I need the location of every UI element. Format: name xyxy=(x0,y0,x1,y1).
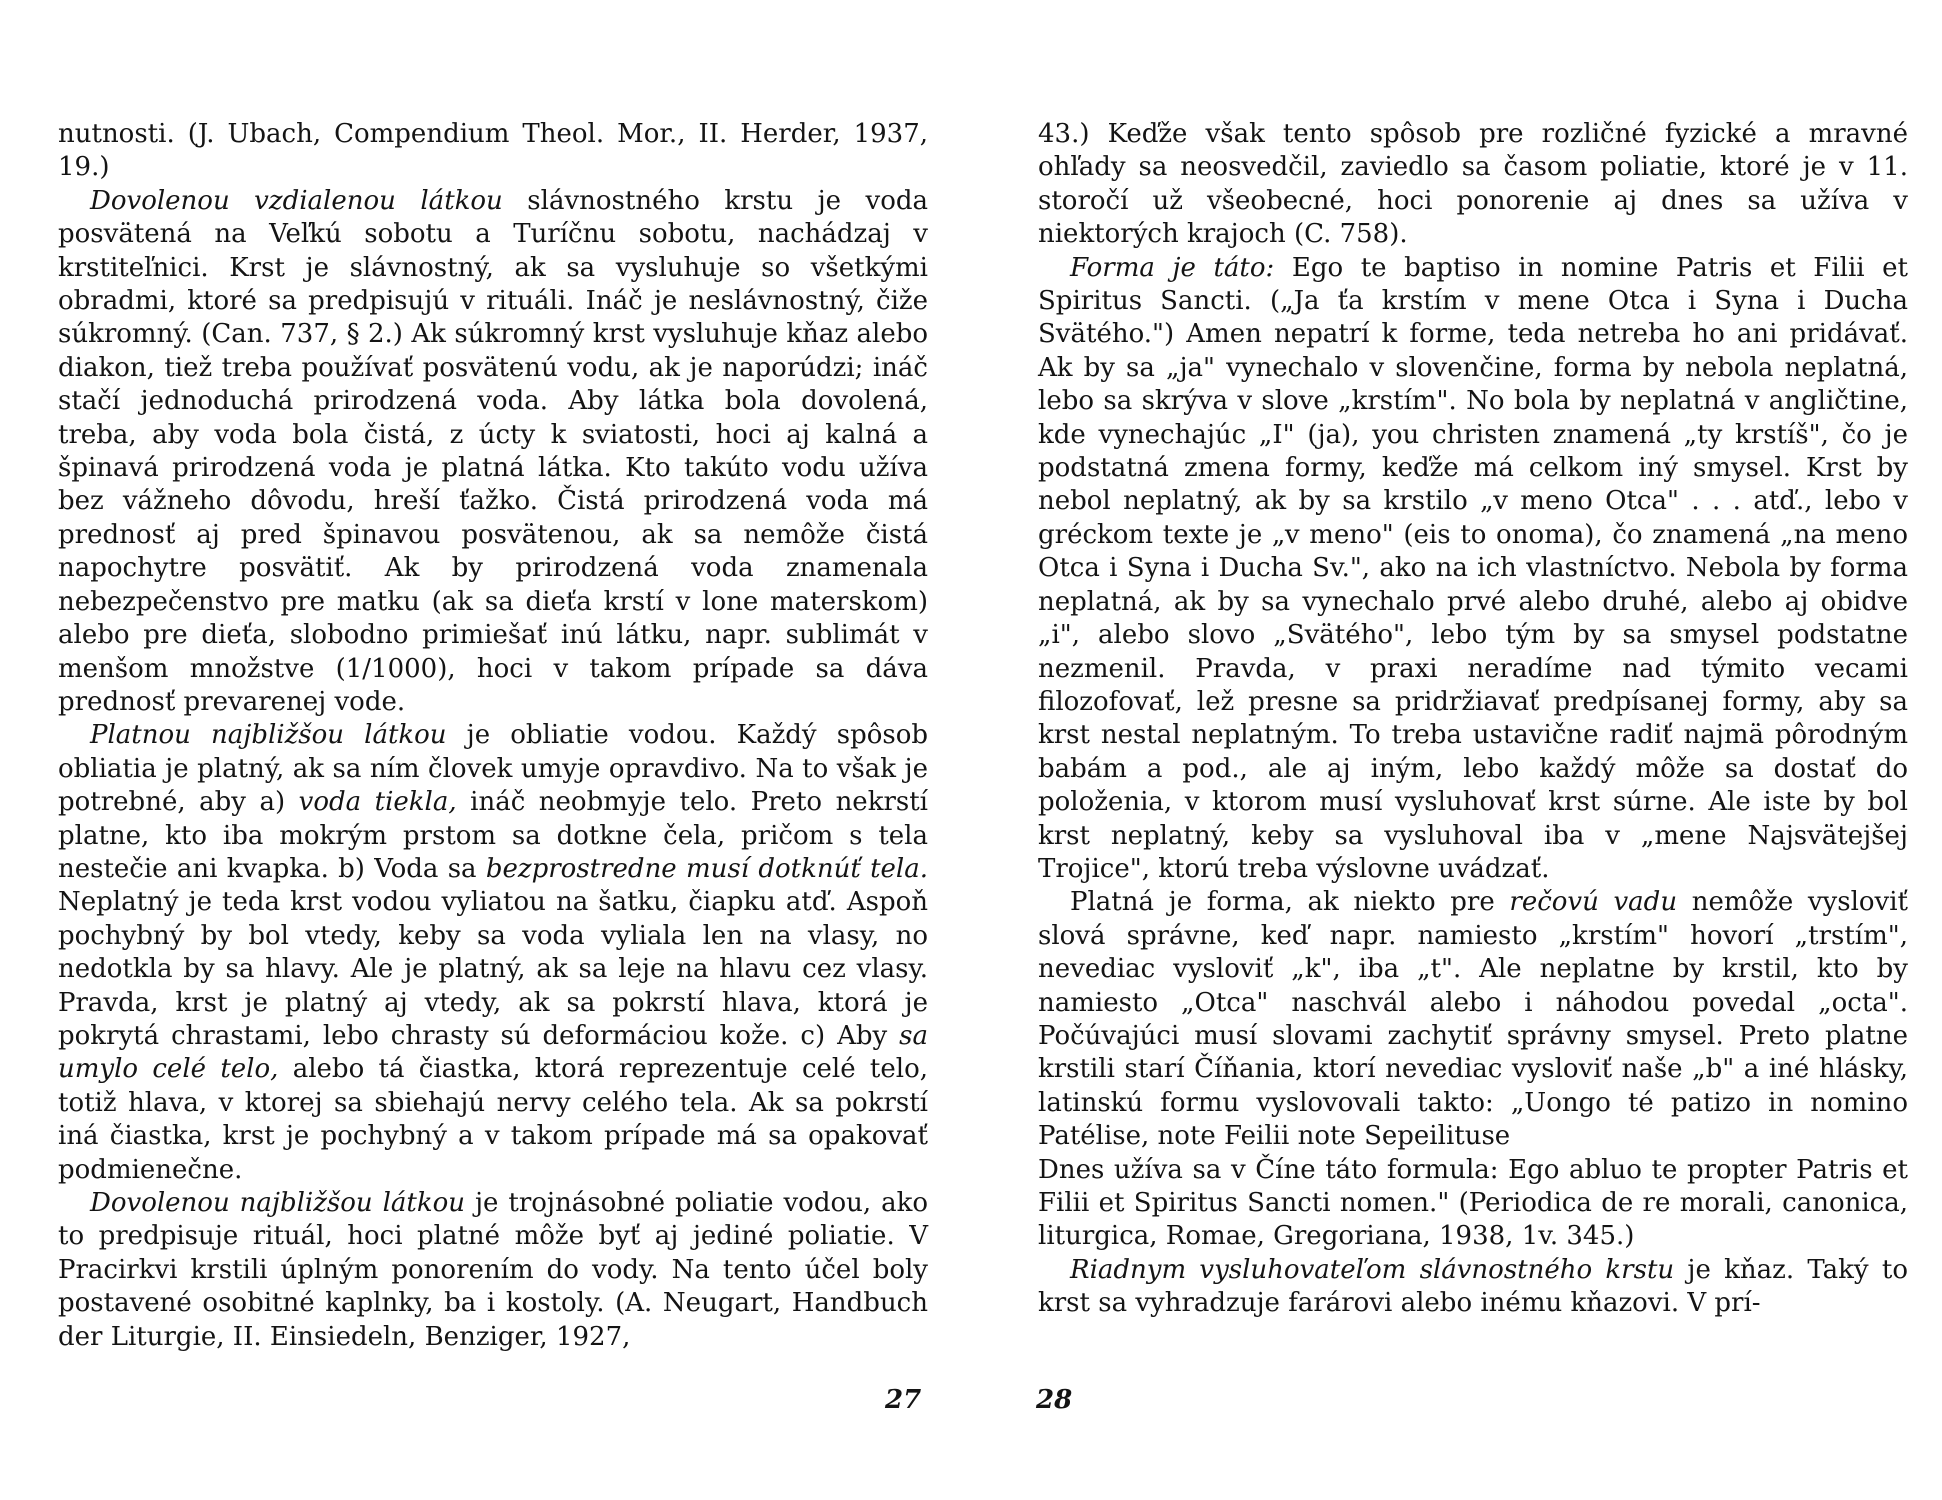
text-run: je kňaz. Taký to krst sa vyhradzuje farárovi alebo inému kňazovi. V prí- xyxy=(1038,1254,1908,1319)
right-page xyxy=(1038,118,1908,1321)
italic-text: sa umylo celé telo, xyxy=(58,1020,928,1085)
text-run: 43.) Keďže však tento spôsob pre rozličné fyzické a mravné ohľady sa neosvedčil, zaviedlo sa časom poliatie, ktoré je v 11. storočí už všeobecné, hoci ponorenie aj dnes sa užíva v niektorých krajoch (C. 758). xyxy=(1038,119,1908,250)
italic-text: bezprostredne musí dotknúť tela. xyxy=(485,853,929,884)
paragraph xyxy=(1038,1154,1908,1254)
paragraph xyxy=(1038,252,1908,887)
text-run: ináč neobmyje telo. Preto nekrstí platne, kto iba mokrým prstom sa dotkne čela, pričom s tela nestečie ani kvapka. b) Voda sa xyxy=(58,787,928,884)
text-run: Ego te baptiso in nomine Patris et Filii et Spiritus Sancti. („Ja ťa krstím v mene Otca i Syna i Ducha Svätého.") Amen nepatrí k forme, teda netreba ho ani pridávať. Ak by sa „ja" vynechalo v slovenčine, forma by nebola neplatná, lebo sa skrýva v slove „krstím". No bola by neplatná v angličtine, kde vynechajúc „I" (ja), you christen znamená „ty krstíš", čo je podstatná zmena formy, keďže má celkom iný smysel. Krst by nebol neplatný, ak by sa krstilo „v meno Otca" . . . atď., lebo v gréckom texte je „v meno" (eis to onoma), čo znamená „na meno Otca i Syna i Ducha Sv.", ako na ich vlastníctvo. Nebola by forma neplatná, ak by sa vynechalo prvé alebo druhé, alebo aj obidve „i", alebo slovo „Svätého", lebo tým by sa smysel podstatne nezmenil. Pravda, v praxi neradíme nad týmito vecami filozofovať, lež presne sa pridržiavať predpísanej formy, aby sa krst nestal neplatným. To treba ustavične radiť najmä pôrodným babám a pod., ale aj iným, lebo každý môže sa dostať do položenia, v ktorom musí vysluhovať krst súrne. Ale iste by bol krst neplatný, keby sa vysluhoval iba v „mene Najsvätejšej Trojice", ktorú treba výslovne uvádzať. xyxy=(1038,252,1908,884)
paragraph xyxy=(1038,118,1908,252)
page-number: 27 xyxy=(885,1385,922,1415)
paragraph xyxy=(58,719,928,1187)
paragraph xyxy=(1038,1254,1908,1321)
paragraph xyxy=(58,185,928,720)
text-run: Neplatný je teda krst vodou vyliatou na šatku, čiapku atď. Aspoň pochybný by bol vtedy, keby sa voda vyliala len na vlasy, no nedotkla by sa hlavy. Ale je platný, ak sa leje na hlavu cez vlasy. Pravda, krst je platný aj vtedy, ak sa pokrstí hlava, ktorá je pokrytá chrastami, lebo chrasty sú deformáciou kože. c) Aby xyxy=(58,887,928,1051)
italic-text: rečovú vadu xyxy=(1509,887,1678,918)
text-run: nutnosti. (J. Ubach, Compendium Theol. Mor., II. Herder, 1937, 19.) xyxy=(58,119,928,183)
italic-text: Platnou najbližšou látkou xyxy=(90,720,447,751)
text-run: alebo tá čiastka, ktorá reprezentuje celé telo, totiž hlava, v ktorej sa sbiehajú nervy celého tela. Ak sa pokrstí iná čiastka, krst je pochybný a v takom prípade má sa opakovať podmienečne. xyxy=(58,1054,928,1185)
italic-text: Riadnym vysluhovateľom slávnostného krstu xyxy=(1070,1254,1675,1285)
text-run: je trojnásobné poliatie vodou, ako to predpisuje rituál, hoci platné môže byť aj jediné poliatie. V Pracirkvi krstili úplným ponorením do vody. Na tento účel boly postavené osobitné kaplnky, ba i kostoly. (A. Neugart, Handbuch der Liturgie, II. Einsiedeln, Benziger, 1927, xyxy=(58,1188,928,1352)
left-page xyxy=(58,118,928,1354)
text-run: slávnostného krstu je voda posvätená na Veľkú sobotu a Turíčnu sobotu, nachádzaj v krstiteľnici. Krst je slávnostný, ak sa vysluhuje so všetkými obradmi, ktoré sa predpisujú v rituáli. Ináč je neslávnostný, čiže súkromný. (Can. 737, § 2.) Ak súkromný krst vysluhuje kňaz alebo diakon, tiež treba používať posvätenú vodu, ak je naporúdzi; ináč stačí jednoduchá prirodzená voda. Aby látka bola dovolená, treba, aby voda bola čistá, z úcty k sviatosti, hoci aj kalná a špinavá prirodzená voda je platná látka. Kto takúto vodu užíva bez vážneho dôvodu, hreší ťažko. Čistá prirodzená voda má prednosť aj pred špinavou posvätenou, ak sa nemôže čistá napochytre posvätiť. Ak by prirodzená voda znamenala nebezpečenstvo pre matku (ak sa dieťa krstí v lone materskom) alebo pre dieťa, slobodno primiešať inú látku, napr. sublimát v menšom množstve (1/1000), hoci v takom prípade sa dáva prednosť prevarenej vode. xyxy=(58,185,929,717)
page-number: 28 xyxy=(1036,1385,1073,1415)
italic-text: Forma je táto: xyxy=(1070,252,1275,283)
italic-text: Dovolenou vzdialenou látkou xyxy=(90,185,503,216)
text-run: je obliatie vodou. Každý spôsob obliatia je platný, ak sa ním človek umyje opravdivo. Na to však je potrebné, aby a) xyxy=(58,720,929,818)
italic-text: voda tiekla, xyxy=(298,787,457,818)
paragraph xyxy=(58,1187,928,1354)
text-run: Platná je forma, ak niekto pre xyxy=(1070,887,1510,918)
italic-text: Dovolenou najbližšou látkou xyxy=(90,1188,466,1218)
paragraph xyxy=(1038,886,1908,1153)
text-run: Dnes užíva sa v Číne táto formula: Ego abluo te propter Patris et Filii et Spiritus Sancti nomen." (Periodica de re morali, canonica, liturgica, Romae, Gregoriana, 1938, 1v. 345.) xyxy=(1038,1154,1908,1252)
text-run: nemôže vysloviť slová správne, keď napr. namiesto „krstím" hovorí „trstím", nevediac vysloviť „k", iba „t". Ale neplatne by krstil, kto by namiesto „Otca" naschvál alebo i náhodou povedal „octa". Počúvajúci musí slovami zachytiť správny smysel. Preto platne krstili starí Číňania, ktorí nevediac vysloviť naše „b" a iné hlásky, latinskú formu vyslovovali takto: „Uongo té patizo in nomino Patélise, note Feilii note Sepeilituse xyxy=(1038,887,1909,1152)
paragraph xyxy=(58,118,928,185)
